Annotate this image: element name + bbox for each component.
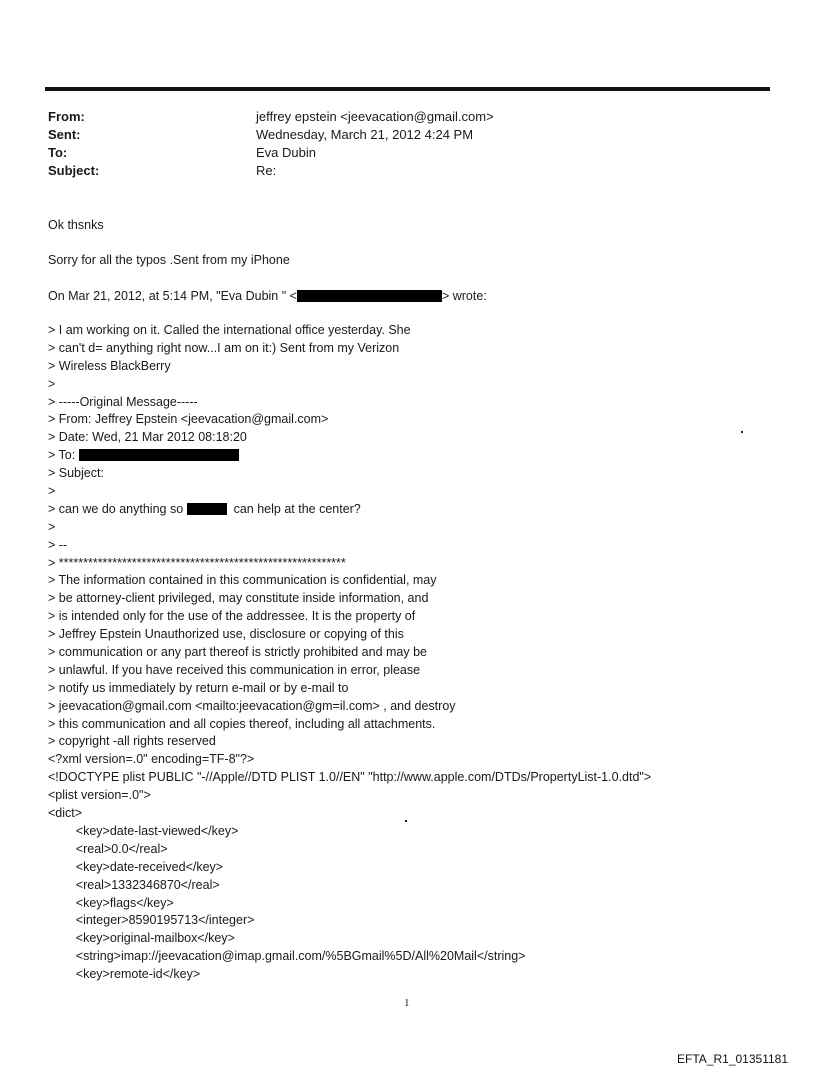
xml-line: <real>0.0</real> [48, 841, 168, 856]
quoted-request-prefix: > can we do anything so [48, 501, 187, 516]
xml-line: <real>1332346870</real> [48, 877, 220, 892]
to-row [48, 144, 494, 162]
xml-line: <key>remote-id</key> [48, 967, 201, 982]
redaction-box [187, 503, 227, 515]
quoted-line: > *********************************************************** [48, 555, 346, 570]
wrote-suffix: > wrote: [441, 289, 487, 303]
message-line-2: Sorry for all the typos .Sent from my iPhone [48, 253, 290, 267]
quoted-to-label: > To: [48, 448, 79, 463]
wrote-line [48, 288, 487, 305]
xml-line: <plist version=.0"> [48, 788, 151, 803]
quoted-request-suffix: can help at the center? [226, 501, 361, 516]
quoted-line: > Subject: [48, 466, 104, 481]
quoted-line: > communication or any part thereof is strictly prohibited and may be [48, 645, 428, 660]
wrote-prefix: On Mar 21, 2012, at 5:14 PM, "Eva Dubin " < [48, 289, 297, 303]
xml-line: <key>original-mailbox</key> [48, 931, 235, 946]
subject-row [48, 162, 494, 180]
email-header [48, 108, 494, 180]
quoted-line: > -- [48, 537, 68, 552]
quoted-to-line [48, 447, 651, 465]
quoted-line: > The information contained in this communication is confidential, may [48, 573, 437, 588]
quoted-line: > -----Original Message----- [48, 394, 198, 409]
from-value: jeffrey epstein <jeevacation@gmail.com> [256, 109, 494, 124]
from-label: From: [48, 109, 85, 124]
quoted-line: > copyright -all rights reserved [48, 734, 216, 749]
xml-line: <dict> [48, 806, 83, 821]
xml-line: <!DOCTYPE plist PUBLIC "-//Apple//DTD PLIST 1.0//EN" "http://www.apple.com/DTDs/PropertyList-1.0.dtd"> [48, 770, 652, 785]
quoted-line: > [48, 484, 56, 499]
quoted-line: > Jeffrey Epstein Unauthorized use, disclosure or copying of this [48, 627, 404, 642]
scan-speck [741, 431, 743, 433]
sent-label: Sent: [48, 127, 81, 142]
xml-line: <?xml version=.0" encoding=TF-8"?> [48, 752, 255, 767]
sent-value: Wednesday, March 21, 2012 4:24 PM [256, 127, 474, 142]
quoted-line: > is intended only for the use of the addressee. It is the property of [48, 609, 416, 624]
quoted-line: > Date: Wed, 21 Mar 2012 08:18:20 [48, 430, 247, 445]
quoted-line: > can't d= anything right now...I am on it:) Sent from my Verizon [48, 340, 400, 355]
quoted-line: > unlawful. If you have received this communication in error, please [48, 662, 421, 677]
quoted-line: > jeevacation@gmail.com <mailto:jeevacation@gm=il.com> , and destroy [48, 698, 456, 713]
quoted-line: > this communication and all copies thereof, including all attachments. [48, 716, 436, 731]
subject-label: Subject: [48, 163, 100, 178]
redaction-box [79, 449, 239, 461]
quoted-request-line [48, 501, 651, 519]
quoted-message [48, 322, 651, 984]
quoted-line: > [48, 376, 56, 391]
quoted-line: > [48, 519, 56, 534]
xml-line: <string>imap://jeevacation@imap.gmail.com/%5BGmail%5D/All%20Mail</string> [48, 949, 526, 964]
subject-value: Re: [256, 163, 277, 178]
to-value: Eva Dubin [256, 145, 316, 160]
header-rule [45, 87, 770, 91]
xml-line: <key>flags</key> [48, 895, 174, 910]
sent-row [48, 126, 494, 144]
xml-line: <key>date-last-viewed</key> [48, 823, 239, 838]
xml-line: <integer>8590195713</integer> [48, 913, 255, 928]
quoted-line: > I am working on it. Called the international office yesterday. She [48, 323, 411, 337]
quoted-line: > From: Jeffrey Epstein <jeevacation@gmail.com> [48, 412, 329, 427]
redaction-box [297, 290, 442, 302]
message-line-1: Ok thsnks [48, 218, 104, 232]
scan-speck [405, 820, 407, 822]
from-row [48, 108, 494, 126]
xml-line: <key>date-received</key> [48, 859, 224, 874]
document-id: EFTA_R1_01351181 [677, 1052, 788, 1066]
quoted-line: > Wireless BlackBerry [48, 358, 171, 373]
quoted-line: > notify us immediately by return e-mail or by e-mail to [48, 680, 349, 695]
to-label: To: [48, 145, 68, 160]
quoted-line: > be attorney-client privileged, may constitute inside information, and [48, 591, 429, 606]
page-number: 1 [404, 997, 410, 1009]
